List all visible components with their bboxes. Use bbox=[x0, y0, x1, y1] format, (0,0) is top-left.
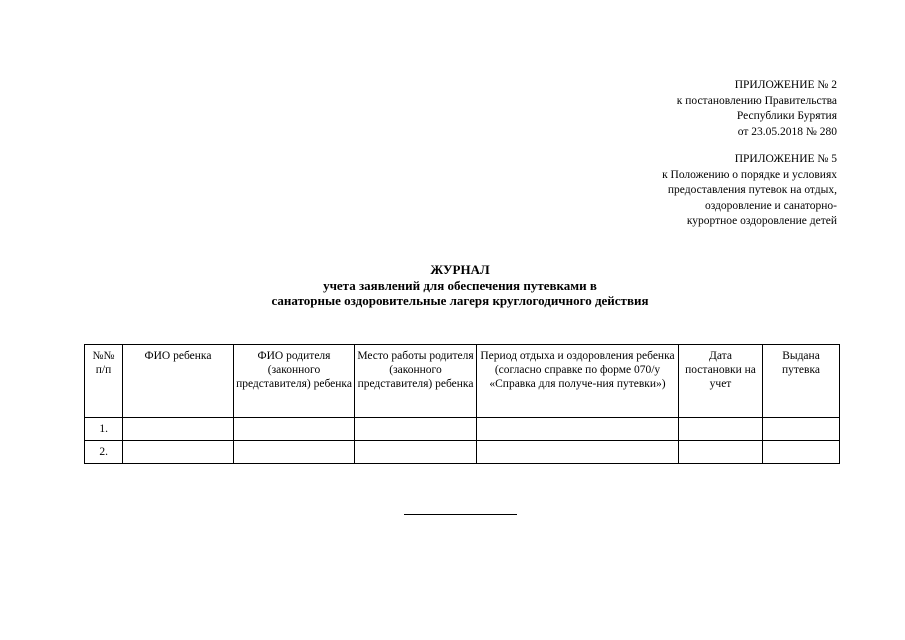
document-title bbox=[0, 262, 905, 309]
appendix-line: от 23.05.2018 № 280 bbox=[737, 125, 837, 138]
table-cell bbox=[234, 441, 355, 464]
table-cell bbox=[763, 441, 840, 464]
table-cell bbox=[355, 441, 477, 464]
table-header-row bbox=[85, 345, 840, 418]
journal-table bbox=[84, 344, 840, 464]
column-header-parent-name: ФИО родителя (законного представителя) ребенка bbox=[234, 345, 355, 418]
appendix-line: к постановлению Правительства bbox=[676, 94, 837, 107]
table-row bbox=[85, 441, 840, 464]
table-cell bbox=[763, 418, 840, 441]
appendix-line: Республики Бурятия bbox=[736, 110, 837, 122]
appendix-title: ПРИЛОЖЕНИЕ № 5 bbox=[734, 153, 837, 165]
title-subtitle: санаторные оздоровительные лагеря круглогодичного действия bbox=[271, 293, 649, 308]
appendix-line: предоставления путевок на отдых, bbox=[667, 184, 837, 196]
column-header-voucher-issued: Выдана путевка bbox=[763, 345, 840, 418]
column-header-child-name: ФИО ребенка bbox=[123, 345, 234, 418]
appendix-header-5 bbox=[662, 152, 837, 230]
column-header-parent-workplace: Место работы родителя (законного представителя) ребенка bbox=[355, 345, 477, 418]
table-cell-number: 1. bbox=[85, 418, 123, 441]
column-header-period: Период отдыха и оздоровления ребенка (согласно справке по форме 070/у «Справка для получе-ния путевки») bbox=[477, 345, 679, 418]
table-cell bbox=[679, 441, 763, 464]
column-header-registration-date: Дата постановки на учет bbox=[679, 345, 763, 418]
column-header-number: №№ п/п bbox=[85, 345, 123, 418]
title-heading: ЖУРНАЛ bbox=[430, 262, 490, 277]
appendix-title: ПРИЛОЖЕНИЕ № 2 bbox=[734, 79, 837, 91]
table-cell bbox=[477, 441, 679, 464]
table-cell bbox=[477, 418, 679, 441]
table-cell bbox=[679, 418, 763, 441]
table-cell bbox=[123, 441, 234, 464]
table-cell bbox=[355, 418, 477, 441]
table-cell bbox=[123, 418, 234, 441]
table-cell bbox=[234, 418, 355, 441]
appendix-line: курортное оздоровление детей bbox=[686, 215, 837, 227]
table-cell-number: 2. bbox=[85, 441, 123, 464]
closing-divider bbox=[404, 514, 517, 515]
title-subtitle: учета заявлений для обеспечения путевками в bbox=[323, 277, 597, 293]
table-row bbox=[85, 418, 840, 441]
appendix-header-2 bbox=[677, 78, 837, 140]
appendix-line: к Положению о порядке и условиях bbox=[662, 168, 837, 181]
appendix-line: оздоровление и санаторно- bbox=[704, 199, 837, 212]
